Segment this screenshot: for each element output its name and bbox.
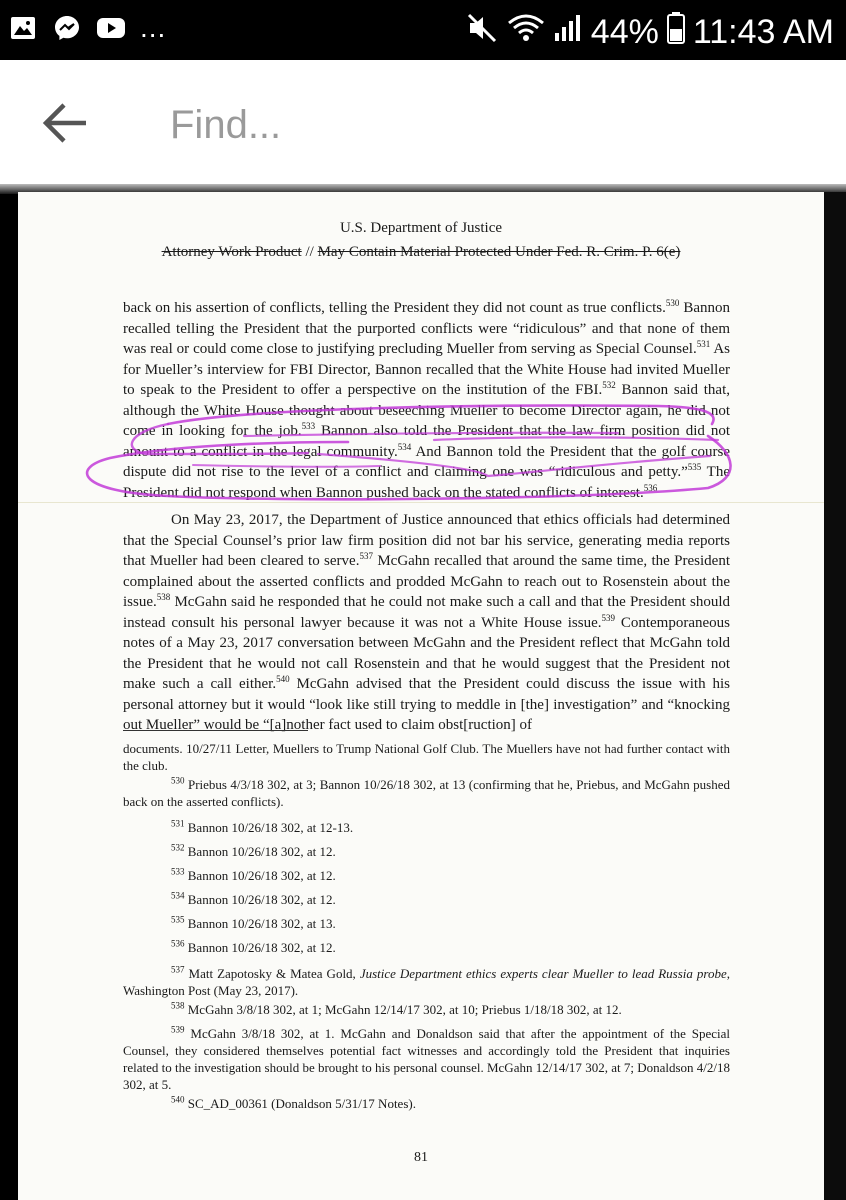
status-overflow: ... <box>140 12 167 43</box>
footnote-ref: 532 <box>602 380 616 390</box>
find-bar <box>0 60 846 188</box>
footnote-number: 537 <box>171 964 185 975</box>
footnote-number-wrap <box>123 820 185 835</box>
text-run: The President did not respond when Bannon pushed back on the stated conflicts of interest. <box>123 464 730 501</box>
footnote-ref: 537 <box>359 551 373 561</box>
text-run: back on his assertion of conflicts, telling the President they did not count as true conflicts. <box>123 300 666 316</box>
footnote-ref: 530 <box>665 298 680 308</box>
text-run: Bannon also told the President that the law firm position did not amount to a conflict in the legal community. <box>123 423 731 460</box>
header-separator: // <box>305 244 314 260</box>
footnote-number: 533 <box>171 866 185 877</box>
footnote-534 <box>123 891 730 908</box>
text-run: McGahn 3/8/18 302, at 1. McGahn and Donaldson said that after the appointment of the Special Counsel, they considered themselves potential fact witnesses and accordingly told the President that inquiries related to the investigation should be brought to his personal counsel. McGahn 12/14/17 302, at 7; Donaldson 4/2/18 302, at 5. <box>123 1026 730 1092</box>
footnote-531 <box>123 819 730 836</box>
text-run: Bannon 10/26/18 302, at 12. <box>187 844 336 859</box>
signal-icon <box>553 13 583 52</box>
footnote-number-wrap <box>123 916 185 931</box>
footnote-ref: 534 <box>397 441 412 452</box>
footnote-rule <box>123 730 308 731</box>
battery-percent: 44% <box>590 13 659 51</box>
header-material: May Contain Material Protected Under Fed. R. Crim. P. 6(e) <box>317 244 681 260</box>
text-run: McGahn said he responded that he could not make such a call and that the President should instead consult his personal lawyer because it was not a White House issue. <box>123 594 730 631</box>
footnote-number-wrap <box>123 892 185 907</box>
footnote-ref: 533 <box>301 421 316 431</box>
footnote-number: 538 <box>171 1000 185 1011</box>
footnote-number-wrap <box>123 1096 185 1111</box>
footnote-number-wrap <box>123 966 185 981</box>
clock: 11:43 AM <box>692 13 834 51</box>
back-button[interactable] <box>40 100 90 146</box>
footnote-ref: 536 <box>643 482 658 493</box>
text-run: Bannon 10/26/18 302, at 12-13. <box>187 820 354 835</box>
footnote-540 <box>123 1095 730 1112</box>
text-run: Bannon 10/26/18 302, at 13. <box>187 916 336 931</box>
gallery-icon <box>8 14 38 42</box>
text-run: McGahn advised that the President could discuss the issue with his personal attorney but it would “look like still trying to meddle in [the] investigation” and “knocking out Mueller” would be “[a]nother fact used to claim obst[ruction] of <box>123 676 731 733</box>
footnote-number-wrap <box>123 868 185 883</box>
text-run: Bannon said that, although the White House thought about beseeching Mueller to become Director again, he did not come in looking for the job. <box>123 382 730 439</box>
text-run: Bannon recalled telling the President that the purported conflicts were “ridiculous” and that none of them was real or could come close to justifying precluding Mueller from serving as Special Counsel. <box>123 300 730 357</box>
text-run: , Washington Post (May 23, 2017). <box>123 966 731 998</box>
document-page <box>18 192 824 1200</box>
footnote-533 <box>123 867 730 884</box>
text-run: Bannon 10/26/18 302, at 12. <box>187 868 336 883</box>
text-run: As for Mueller’s interview for FBI Director, Bannon recalled that the White House had invited Mueller to speak to the President to offer a perspective on the institution of the FBI. <box>123 341 730 398</box>
footnote-ref: 531 <box>696 339 711 349</box>
footnote-536 <box>123 939 730 956</box>
messenger-icon <box>52 14 82 42</box>
footnote-number: 530 <box>171 775 185 786</box>
battery-icon <box>667 12 685 53</box>
footnote-539 <box>123 1025 730 1093</box>
footnote-532 <box>123 843 730 860</box>
header-title: U.S. Department of Justice <box>339 220 503 236</box>
text-run: McGahn recalled that around the same time, the President complained about the asserted conflicts and prodded McGahn to reach out to Rosenstein about the issue. <box>123 553 730 610</box>
footnote-number: 534 <box>171 890 185 901</box>
page-edge <box>824 192 846 1200</box>
header-caption <box>18 244 824 261</box>
text-run: And Bannon told the President that the golf course dispute did not rise to the level of a conflict and claiming one was “ridiculous and petty.” <box>123 443 730 480</box>
footnote-ref: 539 <box>601 612 615 623</box>
footnote-number: 535 <box>171 914 185 925</box>
footnote-535 <box>123 915 730 932</box>
text-run: Priebus 4/3/18 302, at 3; Bannon 10/26/18 302, at 13 (confirming that he, Priebus, and McGahn pushed back on the asserted conflicts). <box>123 777 730 809</box>
footnote-530 <box>123 776 730 810</box>
italic-text: Justice Department ethics experts clear Mueller to lead Russia probe <box>359 966 727 981</box>
footnote-number-wrap <box>123 1002 185 1017</box>
text-run: Matt Zapotosky & Matea Gold, <box>188 966 360 981</box>
text-run: Bannon 10/26/18 302, at 12. <box>187 940 336 955</box>
mute-icon <box>467 13 499 52</box>
footnote-number-wrap <box>123 844 185 859</box>
text-run: Bannon 10/26/18 302, at 12. <box>187 892 336 907</box>
footnote-number-wrap <box>123 940 185 955</box>
footnote-538 <box>123 1001 730 1018</box>
page-number: 81 <box>414 1150 428 1165</box>
wifi-icon <box>507 13 545 52</box>
footnote-537 <box>123 965 730 999</box>
body-paragraph-2 <box>123 510 730 736</box>
status-bar <box>0 0 846 60</box>
text-run: documents. 10/27/11 Letter, Muellers to Trump National Golf Club. The Muellers have not had further contact with the club. <box>123 741 730 773</box>
footnote-number: 539 <box>171 1024 185 1035</box>
footnote-number: 531 <box>171 818 185 829</box>
text-run: On May 23, 2017, the Department of Justice announced that ethics officials had determined that the Special Counsel’s prior law firm position did not bar his service, generating media reports that Mueller had been cleared to serve. <box>123 512 730 569</box>
find-input[interactable] <box>168 96 772 154</box>
footnote-ref: 540 <box>276 674 290 684</box>
footnote-ref: 538 <box>156 592 171 602</box>
footnote-number-wrap <box>123 777 185 792</box>
footnote-number-wrap <box>123 1026 185 1041</box>
footnote-ref: 535 <box>687 462 702 472</box>
arrow-left-icon <box>40 100 90 146</box>
footnote-number: 540 <box>171 1094 185 1105</box>
text-run: Contemporaneous notes of a May 23, 2017 conversation between McGahn and the President reflect that McGahn told the President that he would not call Rosenstein and that he would suggest that the President not make such a call either. <box>123 614 730 692</box>
body-paragraph-1 <box>123 298 730 503</box>
footnote-continued <box>123 740 730 774</box>
youtube-icon <box>96 14 126 42</box>
text-run: SC_AD_00361 (Donaldson 5/31/17 Notes). <box>187 1096 416 1111</box>
footnote-number: 536 <box>171 938 185 949</box>
footnote-number: 532 <box>171 842 185 853</box>
header-work-product: Attorney Work Product <box>161 244 302 260</box>
text-run: McGahn 3/8/18 302, at 1; McGahn 12/14/17 302, at 10; Priebus 1/18/18 302, at 12. <box>187 1002 622 1017</box>
